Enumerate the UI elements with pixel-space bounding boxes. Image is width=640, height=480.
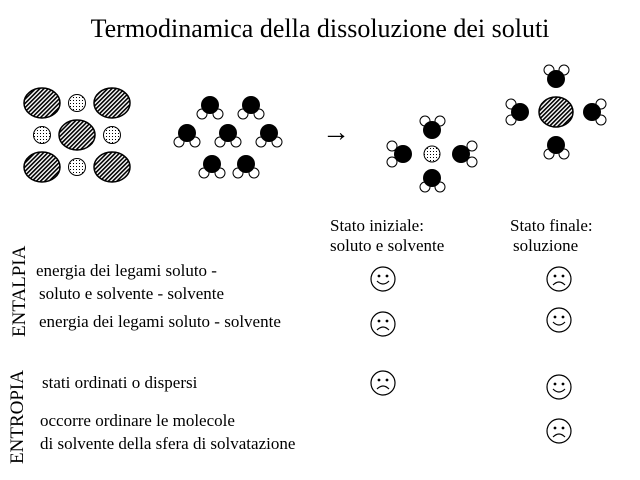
large-ion [94,152,130,182]
solute-crystal-lattice [24,88,130,182]
side-label-enthalpy: ENTALPIA [9,245,30,337]
solvated-large-ion [506,65,606,159]
solvated-small-ion [387,116,477,192]
water-molecule [215,124,241,147]
large-ion [59,120,95,150]
row-entropy-order: stati ordinati o dispersi [42,373,198,392]
large-ion [24,152,60,182]
water-molecule [506,99,529,125]
side-label-entropy: ENTROPIA [7,370,28,464]
water-molecule [452,141,477,167]
column-header-final: Stato finale: soluzione [510,216,593,255]
sad-face-icon [369,310,397,338]
sad-face-icon [545,417,573,445]
water-molecule [544,136,569,159]
small-ion [34,127,51,144]
happy-face-icon [545,373,573,401]
water-molecule [420,169,445,192]
row-enthalpy-solute-solute: energia dei legami soluto - soluto e solvente - solvente [36,261,225,303]
water-molecule [387,141,412,167]
water-molecule [197,96,223,119]
water-molecule [544,65,569,88]
column-header-initial: Stato iniziale: soluto e solvente [330,216,445,255]
transition-arrow: → [322,117,350,148]
large-ion [94,88,130,118]
large-ion [539,97,573,127]
small-ion [69,159,86,176]
water-molecule [199,155,225,178]
water-molecule [583,99,606,125]
small-ion [104,127,121,144]
sad-face-icon [545,265,573,293]
row-entropy-solvation-sphere: occorre ordinare le molecole di solvente della sfera di solvatazione [40,411,296,453]
water-molecule [420,116,445,139]
happy-face-icon [545,306,573,334]
water-molecule [238,96,264,119]
solvent-molecules [174,96,282,178]
happy-face-icon [369,265,397,293]
large-ion [24,88,60,118]
sad-face-icon [369,369,397,397]
page-title: Termodinamica della dissoluzione dei soluti [90,14,550,43]
water-molecule [174,124,200,147]
water-molecule [256,124,282,147]
small-ion [424,146,440,162]
small-ion [69,95,86,112]
row-enthalpy-solute-solvent: energia dei legami soluto - solvente [39,312,281,331]
water-molecule [233,155,259,178]
